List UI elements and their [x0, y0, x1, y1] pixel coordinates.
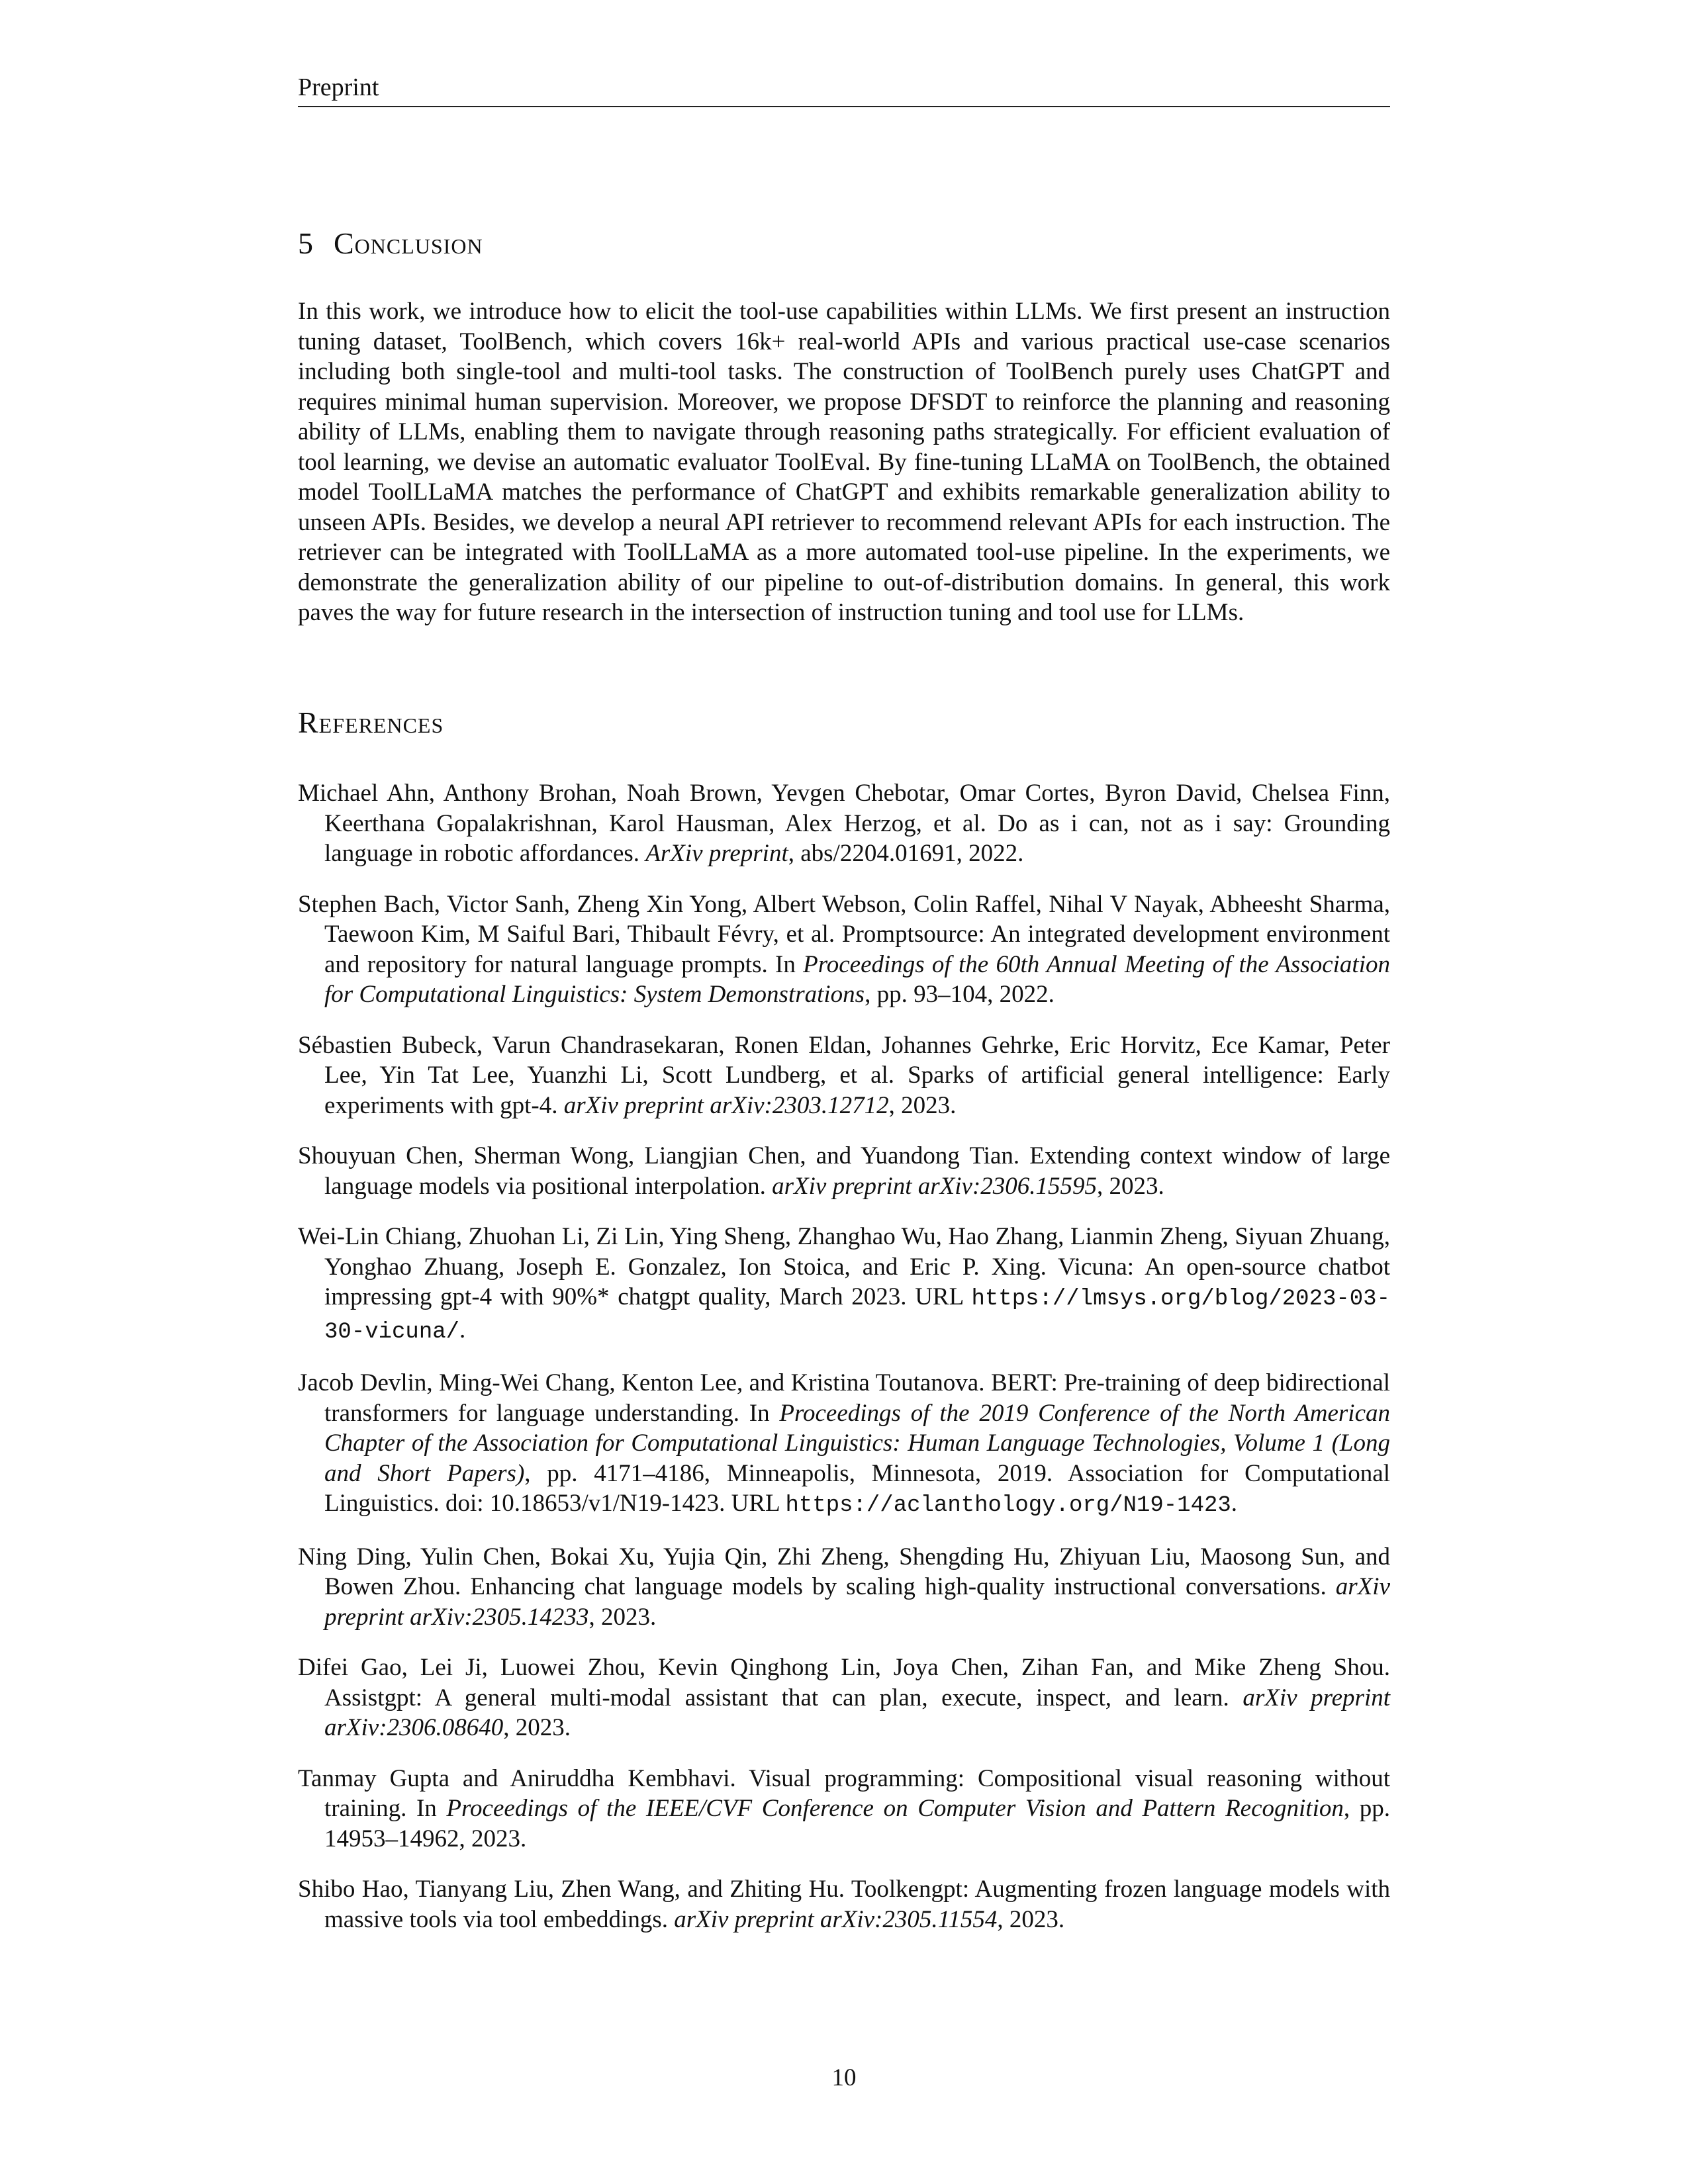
- reference-entry: Jacob Devlin, Ming-Wei Chang, Kenton Lee, and Kristina Toutanova. BERT: Pre-training of deep bidirectional transformers for language understanding. In Proceedings of the 2019 Conference of the North American Chapter of the Association for Computational Linguistics: Human Language Technologies, Volume 1 (Long and Short Papers), pp. 4171–4186, Minneapolis, Minnesota, 2019. Association for Computational Linguistics. doi: 10.18653/v1/N19-1423. URL https://aclanthology.org/N19-1423.: [298, 1369, 1391, 1518]
- reference-venue: ArXiv preprint: [645, 840, 788, 867]
- references-heading: References: [298, 705, 444, 739]
- reference-entry: Shouyuan Chen, Sherman Wong, Liangjian Chen, and Yuandong Tian. Extending context window of large language models via positional interpolation. arXiv preprint arXiv:2306.15595, 2023.: [298, 1142, 1390, 1200]
- reference-venue: arXiv preprint arXiv:2305.14233: [324, 1573, 1390, 1631]
- reference-list: [298, 778, 1390, 1955]
- reference-venue: arXiv preprint arXiv:2306.08640: [324, 1684, 1391, 1741]
- reference-entry: Stephen Bach, Victor Sanh, Zheng Xin Yong, Albert Webson, Colin Raffel, Nihal V Nayak, Abheesht Sharma, Taewoon Kim, M Saiful Bari, Thibault Févry, et al. Promptsource: An integrated development environment and repository for natural language prompts. In Proceedings of the 60th Annual Meeting of the Association for Computational Linguistics: System Demonstrations, pp. 93–104, 2022.: [298, 890, 1390, 1008]
- reference-entry: Sébastien Bubeck, Varun Chandrasekaran, Ronen Eldan, Johannes Gehrke, Eric Horvitz, Ece Kamar, Peter Lee, Yin Tat Lee, Yuanzhi Li, Scott Lundberg, et al. Sparks of artificial general intelligence: Early experiments with gpt-4. arXiv preprint arXiv:2303.12712, 2023.: [298, 1031, 1390, 1119]
- section-number: 5: [298, 226, 314, 260]
- reference-entry: Ning Ding, Yulin Chen, Bokai Xu, Yujia Qin, Zhi Zheng, Shengding Hu, Zhiyuan Liu, Maosong Sun, and Bowen Zhou. Enhancing chat language models by scaling high-quality instructional conversations. arXiv preprint arXiv:2305.14233, 2023.: [298, 1543, 1390, 1631]
- section-title: Conclusion: [334, 226, 483, 260]
- reference-venue: arXiv preprint arXiv:2305.11554: [674, 1905, 998, 1933]
- reference-url-link[interactable]: https://aclanthology.org/N19-1423: [785, 1493, 1231, 1518]
- reference-url-link[interactable]: https://lmsys.org/blog/2023-03-30-vicuna/: [324, 1287, 1390, 1345]
- reference-entry: Shibo Hao, Tianyang Liu, Zhen Wang, and Zhiting Hu. Toolkengpt: Augmenting frozen language models with massive tools via tool embeddings. arXiv preprint arXiv:2305.11554, 2023.: [298, 1876, 1390, 1933]
- reference-entry: Wei-Lin Chiang, Zhuohan Li, Zi Lin, Ying Sheng, Zhanghao Wu, Hao Zhang, Lianmin Zheng, Siyuan Zhuang, Yonghao Zhuang, Joseph E. Gonzalez, Ion Stoica, and Eric P. Xing. Vicuna: An open-source chatbot impressing gpt-4 with 90%* chatgpt quality, March 2023. URL https://lmsys.org/blog/2023-03-30-vicuna/.: [298, 1223, 1390, 1345]
- reference-entry: Michael Ahn, Anthony Brohan, Noah Brown, Yevgen Chebotar, Omar Cortes, Byron David, Chelsea Finn, Keerthana Gopalakrishnan, Karol Hausman, Alex Herzog, et al. Do as i can, not as i say: Grounding language in robotic affordances. ArXiv preprint, abs/2204.01691, 2022.: [298, 780, 1390, 867]
- section-heading: [298, 224, 483, 263]
- running-header: Preprint: [298, 71, 1390, 107]
- reference-venue: arXiv preprint arXiv:2306.15595: [772, 1172, 1098, 1200]
- reference-venue: arXiv preprint arXiv:2303.12712: [563, 1091, 889, 1119]
- page-number: 10: [831, 2064, 857, 2091]
- reference-venue: Proceedings of the 60th Annual Meeting of the Association for Computational Linguistics: System Demonstrations: [324, 950, 1390, 1008]
- reference-venue: Proceedings of the IEEE/CVF Conference on Computer Vision and Pattern Recognition: [446, 1795, 1344, 1822]
- reference-entry: Difei Gao, Lei Ji, Luowei Zhou, Kevin Qinghong Lin, Joya Chen, Zihan Fan, and Mike Zheng Shou. Assistgpt: A general multi-modal assistant that can plan, execute, inspect, and learn. arXiv preprint arXiv:2306.08640, 2023.: [298, 1654, 1391, 1741]
- reference-venue: Proceedings of the 2019 Conference of the North American Chapter of the Association for Computational Linguistics: Human Language Technologies, Volume 1 (Long and Short Papers): [324, 1399, 1391, 1487]
- conclusion-paragraph: In this work, we introduce how to elicit the tool-use capabilities within LLMs. We first present an instruction tuning dataset, ToolBench, which covers 16k+ real-world APIs and various practical use-case scenarios including both single-tool and multi-tool tasks. The construction of ToolBench purely uses ChatGPT and requires minimal human supervision. Moreover, we propose DFSDT to reinforce the planning and reasoning ability of LLMs, enabling them to navigate through reasoning paths strategically. For efficient evaluation of tool learning, we devise an automatic evaluator ToolEval. By fine-tuning LLaMA on ToolBench, the obtained model ToolLLaMA matches the performance of ChatGPT and exhibits remarkable generalization ability to unseen APIs. Besides, we develop a neural API retriever to recommend relevant APIs for each instruction. The retriever can be integrated with ToolLLaMA as a more automated tool-use pipeline. In the experiments, we demonstrate the generalization ability of our pipeline to out-of-distribution domains. In general, this work paves the way for future research in the intersection of instruction tuning and tool use for LLMs.: [298, 298, 1390, 626]
- reference-entry: Tanmay Gupta and Aniruddha Kembhavi. Visual programming: Compositional visual reasoning without training. In Proceedings of the IEEE/CVF Conference on Computer Vision and Pattern Recognition, pp. 14953–14962, 2023.: [298, 1764, 1390, 1852]
